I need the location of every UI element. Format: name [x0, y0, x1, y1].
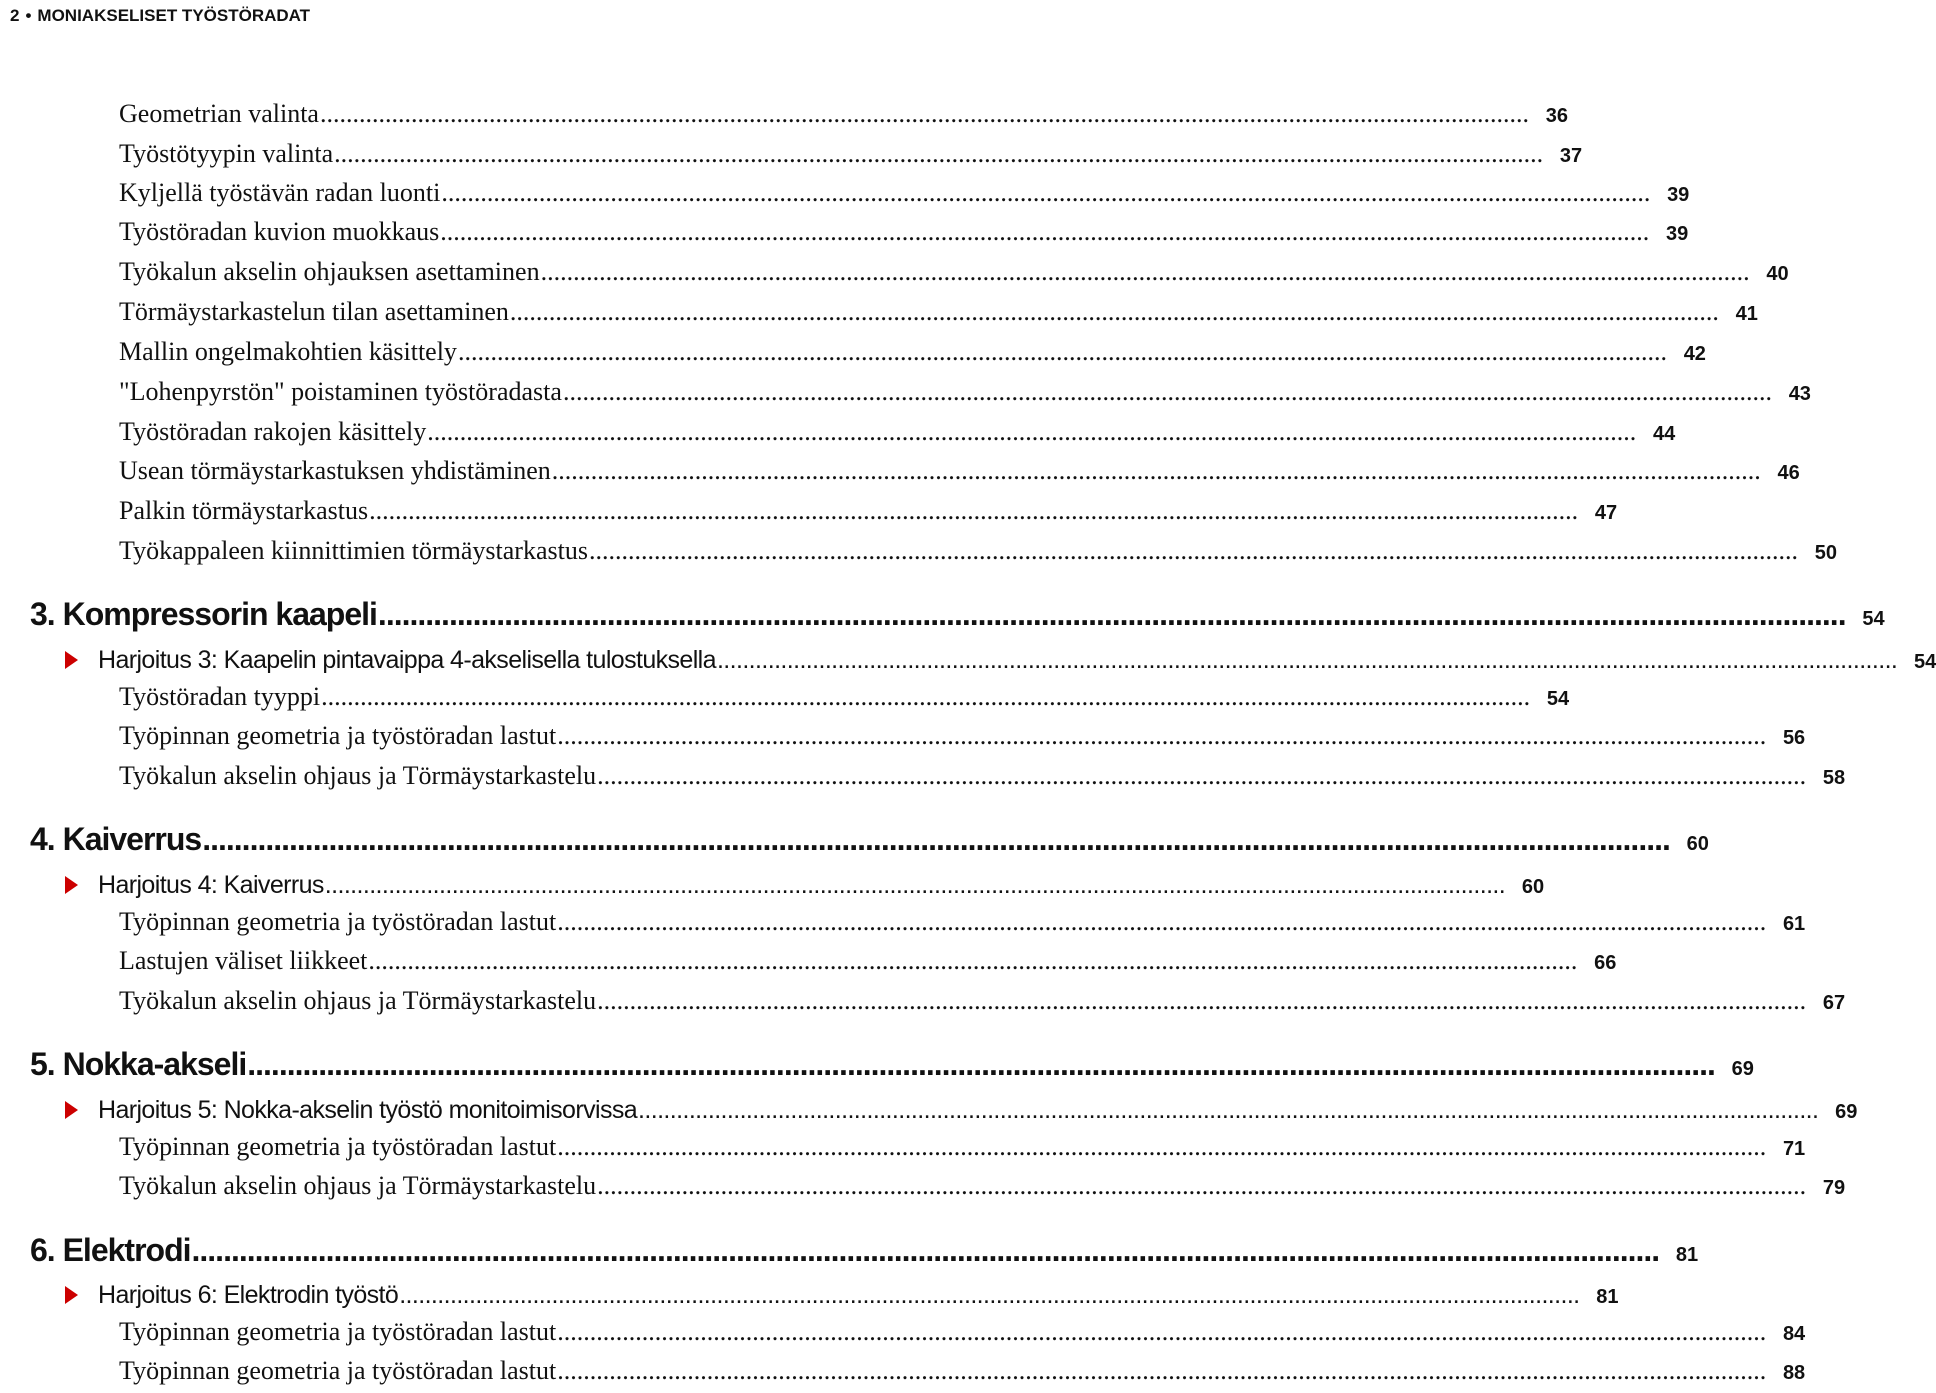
page-number: 50	[1814, 542, 1837, 564]
toc-entry[interactable]	[119, 531, 1837, 571]
dot-leader: ..........................................................................................................................................................................................	[334, 139, 1544, 168]
page-number: 37	[1559, 145, 1583, 167]
toc-entry-title: Työpinnan geometria ja työstöradan lastut	[119, 1132, 557, 1161]
toc-entry[interactable]	[119, 292, 1758, 332]
header-title: MONIAKSELISET TYÖSTÖRADAT	[37, 6, 311, 25]
dot-leader: ..........................................................................................................................................................................................	[562, 377, 1772, 406]
running-header	[10, 2, 310, 30]
page-number: 43	[1788, 383, 1811, 405]
header-page-number: 2	[10, 6, 20, 25]
page-number: 40	[1766, 263, 1789, 285]
toc-entry[interactable]	[119, 94, 1568, 134]
page-number: 66	[1594, 952, 1617, 974]
dot-leader: ..........................................................................................................................................................................................	[557, 721, 1767, 750]
page-number: 84	[1782, 1323, 1806, 1345]
toc-chapter-title: 4. Kaiverrus	[30, 821, 202, 857]
toc-entry[interactable]	[119, 1351, 1806, 1391]
red-arrow-icon	[65, 651, 78, 669]
toc-entry-title: Työkalun akselin ohjaus ja Törmäystarkastelu	[119, 986, 597, 1015]
page-number: 54	[1914, 651, 1936, 673]
toc-entry[interactable]	[119, 372, 1811, 412]
toc-entry-title: "Lohenpyrstön" poistaminen työstöradasta	[119, 377, 562, 406]
toc-chapter-title: 6. Elektrodi	[30, 1232, 191, 1268]
toc-entry[interactable]	[119, 134, 1583, 174]
dot-leader: ..........................................................................................................................................................................................	[716, 646, 1898, 674]
page-number: 36	[1545, 105, 1568, 127]
dot-leader: ..........................................................................................................................................................................................	[369, 496, 1579, 525]
dot-leader: ..........................................................................................................................................................................................	[509, 297, 1719, 326]
toc-entry[interactable]	[119, 212, 1689, 252]
page-number: 61	[1782, 913, 1806, 935]
header-separator: •	[25, 6, 32, 25]
toc-exercise[interactable]	[65, 1091, 1858, 1129]
toc-chapter-title: 5. Nokka-akseli	[30, 1046, 247, 1082]
toc-entry[interactable]	[119, 451, 1800, 491]
toc-entry[interactable]	[119, 173, 1690, 213]
dot-leader: ..........................................................................................................................................................................................	[324, 871, 1506, 899]
toc-entry[interactable]	[119, 332, 1706, 372]
toc-entry[interactable]	[119, 252, 1789, 292]
toc-entry-title: Työpinnan geometria ja työstöradan lastut	[119, 1356, 557, 1385]
page-number: 69	[1731, 1058, 1754, 1080]
page-number: 56	[1782, 727, 1806, 749]
toc-entry[interactable]	[119, 716, 1806, 756]
page-number: 39	[1666, 223, 1689, 245]
toc-entry[interactable]	[119, 941, 1617, 981]
toc-entry-title: Työstöradan kuvion muokkaus	[119, 217, 440, 246]
dot-leader: ..........................................................................................................................................................................................	[557, 1356, 1767, 1385]
red-arrow-icon	[65, 1286, 78, 1304]
toc-entry[interactable]	[119, 756, 1846, 796]
toc-chapter[interactable]	[30, 592, 1885, 636]
toc-exercise-title: Harjoitus 5: Nokka-akselin työstö monitoimisorvissa	[98, 1096, 638, 1124]
dot-leader: ..........................................................................................................................................................................................	[202, 821, 1670, 857]
dot-leader: ..........................................................................................................................................................................................	[247, 1046, 1715, 1082]
dot-leader: ..........................................................................................................................................................................................	[557, 1132, 1767, 1161]
toc-entry[interactable]	[119, 1127, 1806, 1167]
dot-leader: ..........................................................................................................................................................................................	[588, 536, 1798, 565]
page-number: 69	[1835, 1101, 1858, 1123]
toc-entry[interactable]	[119, 677, 1570, 717]
page-number: 39	[1667, 184, 1690, 206]
toc-entry-title: Työpinnan geometria ja työstöradan lastut	[119, 907, 557, 936]
page-number: 42	[1683, 343, 1706, 365]
dot-leader: ..........................................................................................................................................................................................	[551, 456, 1761, 485]
toc-entry[interactable]	[119, 902, 1806, 942]
toc-exercise[interactable]	[65, 641, 1936, 679]
toc-entry[interactable]	[119, 1166, 1846, 1206]
toc-chapter[interactable]	[30, 817, 1709, 861]
page-number: 54	[1862, 608, 1885, 630]
dot-leader: ..........................................................................................................................................................................................	[377, 596, 1846, 632]
toc-exercise[interactable]	[65, 866, 1545, 904]
page-number: 88	[1782, 1362, 1806, 1384]
toc-entry-title: Työpinnan geometria ja työstöradan lastut	[119, 721, 557, 750]
toc-exercise-title: Harjoitus 6: Elektrodin työstö	[98, 1281, 399, 1309]
dot-leader: ..........................................................................................................................................................................................	[597, 986, 1807, 1015]
toc-entry-title: Geometrian valinta	[119, 99, 319, 128]
toc-entry-title: Mallin ongelmakohtien käsittely	[119, 337, 457, 366]
dot-leader: ..........................................................................................................................................................................................	[427, 417, 1637, 446]
dot-leader: ..........................................................................................................................................................................................	[557, 907, 1767, 936]
dot-leader: ..........................................................................................................................................................................................	[457, 337, 1667, 366]
toc-exercise-title: Harjoitus 3: Kaapelin pintavaippa 4-akselisella tulostuksella	[98, 646, 716, 674]
dot-leader: ..........................................................................................................................................................................................	[319, 99, 1529, 128]
toc-entry-title: Lastujen väliset liikkeet	[119, 946, 368, 975]
toc-entry-title: Palkin törmäystarkastus	[119, 496, 369, 525]
toc-entry[interactable]	[119, 412, 1676, 452]
toc-entry-title: Työkappaleen kiinnittimien törmäystarkastus	[119, 536, 588, 565]
page-number: 46	[1777, 462, 1800, 484]
page-number: 54	[1546, 688, 1570, 710]
page-number: 60	[1686, 833, 1709, 855]
page-number: 41	[1735, 303, 1758, 325]
red-arrow-icon	[65, 876, 78, 894]
dot-leader: ..........................................................................................................................................................................................	[638, 1096, 1819, 1124]
toc-chapter[interactable]	[30, 1042, 1754, 1086]
toc-entry-title: Työkalun akselin ohjaus ja Törmäystarkastelu	[119, 761, 597, 790]
dot-leader: ..........................................................................................................................................................................................	[368, 946, 1578, 975]
page-number: 47	[1594, 502, 1618, 524]
dot-leader: ..........................................................................................................................................................................................	[441, 178, 1651, 207]
toc-entry[interactable]	[119, 981, 1846, 1021]
toc-entry-title: Työkalun akselin ohjauksen asettaminen	[119, 257, 540, 286]
toc-exercise-title: Harjoitus 4: Kaiverrus	[98, 871, 324, 899]
page-number: 60	[1521, 876, 1545, 898]
toc-entry-title: Kyljellä työstävän radan luonti	[119, 178, 441, 207]
dot-leader: ..........................................................................................................................................................................................	[597, 761, 1807, 790]
dot-leader: ..........................................................................................................................................................................................	[399, 1281, 1580, 1309]
page-number: 79	[1822, 1177, 1846, 1199]
toc-entry[interactable]	[119, 1312, 1806, 1352]
toc-entry-title: Usean törmäystarkastuksen yhdistäminen	[119, 456, 551, 485]
dot-leader: ..........................................................................................................................................................................................	[540, 257, 1750, 286]
toc-entry[interactable]	[119, 491, 1618, 531]
page-number: 58	[1822, 767, 1846, 789]
page-number: 81	[1596, 1286, 1619, 1308]
dot-leader: ..........................................................................................................................................................................................	[191, 1232, 1660, 1268]
toc-entry-title: Työstötyypin valinta	[119, 139, 334, 168]
toc-chapter-title: 3. Kompressorin kaapeli	[30, 596, 377, 632]
toc-chapter[interactable]	[30, 1228, 1699, 1272]
page-number: 67	[1822, 992, 1846, 1014]
toc-entry-title: Törmäystarkastelun tilan asettaminen	[119, 297, 509, 326]
toc-entry-title: Työstöradan rakojen käsittely	[119, 417, 427, 446]
dot-leader: ..........................................................................................................................................................................................	[321, 682, 1531, 711]
page-number: 71	[1782, 1138, 1806, 1160]
page-number: 44	[1652, 423, 1676, 445]
dot-leader: ..........................................................................................................................................................................................	[440, 217, 1650, 246]
red-arrow-icon	[65, 1101, 78, 1119]
page-number: 81	[1675, 1244, 1699, 1266]
toc-entry-title: Työpinnan geometria ja työstöradan lastut	[119, 1317, 557, 1346]
dot-leader: ..........................................................................................................................................................................................	[557, 1317, 1767, 1346]
toc-entry-title: Työkalun akselin ohjaus ja Törmäystarkastelu	[119, 1171, 597, 1200]
toc-exercise[interactable]	[65, 1276, 1619, 1314]
dot-leader: ..........................................................................................................................................................................................	[597, 1171, 1807, 1200]
toc-entry-title: Työstöradan tyyppi	[119, 682, 321, 711]
